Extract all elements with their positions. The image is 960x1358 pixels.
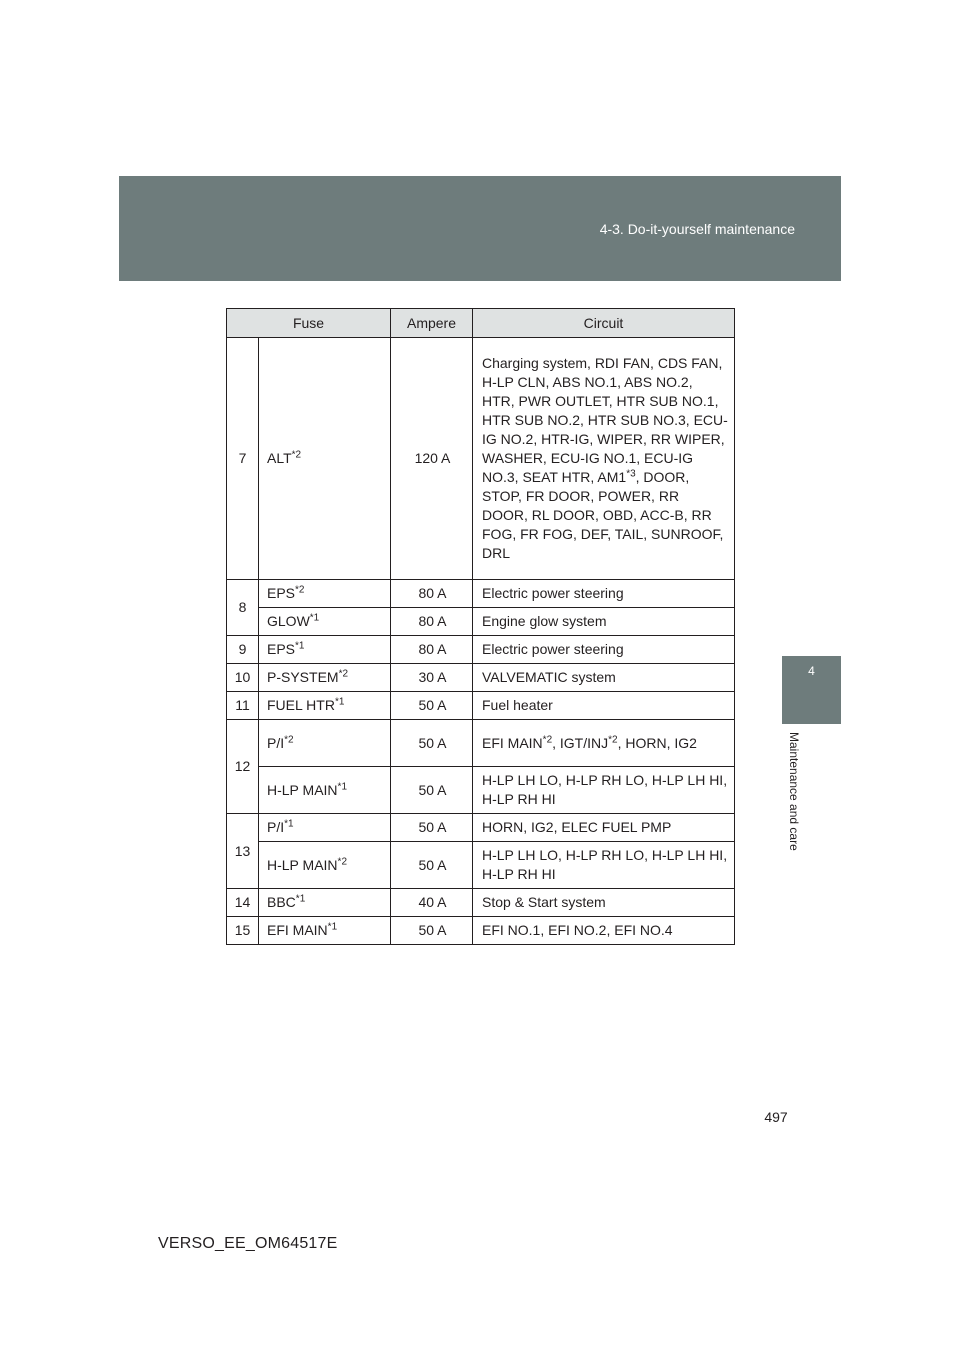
table-header-row [227, 309, 735, 338]
section-title: 4-3. Do-it-yourself maintenance [599, 221, 795, 237]
table-row [227, 767, 735, 814]
header-ampere: Ampere [391, 309, 473, 338]
fuse-name: ALT$^{*2}$ [259, 338, 391, 580]
table-row [227, 814, 735, 842]
fuse-ampere: 50 A [391, 917, 473, 945]
header-circuit: Circuit [473, 309, 735, 338]
page-number: 497 [764, 1109, 788, 1125]
fuse-circuit: Fuel heater [473, 692, 735, 720]
fuse-number: 9 [227, 636, 259, 664]
fuse-ampere: 40 A [391, 889, 473, 917]
table-row [227, 720, 735, 767]
fuse-table [226, 308, 735, 945]
fuse-name: EPS$^{*2}$ [259, 580, 391, 608]
fuse-number: 12 [227, 720, 259, 814]
document-code: VERSO_EE_OM64517E [158, 1235, 338, 1252]
fuse-circuit: H-LP LH LO, H-LP RH LO, H-LP LH HI, H-LP RH HI [473, 842, 735, 889]
section-header-band [119, 176, 841, 281]
fuse-circuit: Charging system, RDI FAN, CDS FAN, H-LP CLN, ABS NO.1, ABS NO.2, HTR, PWR OUTLET, HTR SUB NO.1, HTR SUB NO.2, HTR SUB NO.3, ECU-IG NO.2, HTR-IG, WIPER, RR WIPER, WASHER, ECU-IG NO.1, ECU-IG NO.3, SEAT HTR, AM1$^{*3}$, DOOR, STOP, FR DOOR, POWER, RR DOOR, RL DOOR, OBD, ACC-B, RR FOG, FR FOG, DEF, TAIL, SUNROOF, DRL [473, 338, 735, 580]
fuse-name: FUEL HTR$^{*1}$ [259, 692, 391, 720]
fuse-circuit: HORN, IG2, ELEC FUEL PMP [473, 814, 735, 842]
fuse-name: BBC$^{*1}$ [259, 889, 391, 917]
fuse-number: 10 [227, 664, 259, 692]
fuse-number: 11 [227, 692, 259, 720]
fuse-circuit: Stop & Start system [473, 889, 735, 917]
fuse-name: EFI MAIN$^{*1}$ [259, 917, 391, 945]
fuse-name: P-SYSTEM$^{*2}$ [259, 664, 391, 692]
fuse-ampere: 120 A [391, 338, 473, 580]
chapter-tab [782, 656, 841, 724]
fuse-name: $P/I^{*1}$ [259, 814, 391, 842]
table-row [227, 889, 735, 917]
fuse-circuit: Electric power steering [473, 580, 735, 608]
header-fuse: Fuse [227, 309, 391, 338]
fuse-ampere: 50 A [391, 842, 473, 889]
fuse-number: 8 [227, 580, 259, 636]
chapter-number: 4 [808, 664, 815, 678]
table-row [227, 842, 735, 889]
fuse-circuit: H-LP LH LO, H-LP RH LO, H-LP LH HI, H-LP RH HI [473, 767, 735, 814]
fuse-number: 15 [227, 917, 259, 945]
fuse-number: 14 [227, 889, 259, 917]
table-row [227, 338, 735, 580]
fuse-ampere: 50 A [391, 814, 473, 842]
chapter-label-text: Maintenance and care [787, 732, 801, 851]
fuse-number: 7 [227, 338, 259, 580]
fuse-ampere: 80 A [391, 580, 473, 608]
chapter-label [782, 732, 806, 880]
fuse-circuit: EFI NO.1, EFI NO.2, EFI NO.4 [473, 917, 735, 945]
fuse-name: EPS$^{*1}$ [259, 636, 391, 664]
fuse-ampere: 30 A [391, 664, 473, 692]
fuse-circuit: EFI MAIN$^{*2}$, IGT/INJ$^{*2}$, HORN, IG2 [473, 720, 735, 767]
fuse-ampere: 80 A [391, 636, 473, 664]
fuse-ampere: 50 A [391, 720, 473, 767]
fuse-ampere: 50 A [391, 767, 473, 814]
fuse-name: H-LP MAIN$^{*1}$ [259, 767, 391, 814]
table-row [227, 917, 735, 945]
table-row [227, 664, 735, 692]
fuse-name: H-LP MAIN$^{*2}$ [259, 842, 391, 889]
fuse-number: 13 [227, 814, 259, 889]
fuse-name: GLOW$^{*1}$ [259, 608, 391, 636]
fuse-circuit: Electric power steering [473, 636, 735, 664]
table-row [227, 636, 735, 664]
table-row [227, 608, 735, 636]
fuse-ampere: 50 A [391, 692, 473, 720]
fuse-circuit: VALVEMATIC system [473, 664, 735, 692]
table-row [227, 580, 735, 608]
fuse-name: $P/I^{*2}$ [259, 720, 391, 767]
table-row [227, 692, 735, 720]
fuse-circuit: Engine glow system [473, 608, 735, 636]
fuse-ampere: 80 A [391, 608, 473, 636]
